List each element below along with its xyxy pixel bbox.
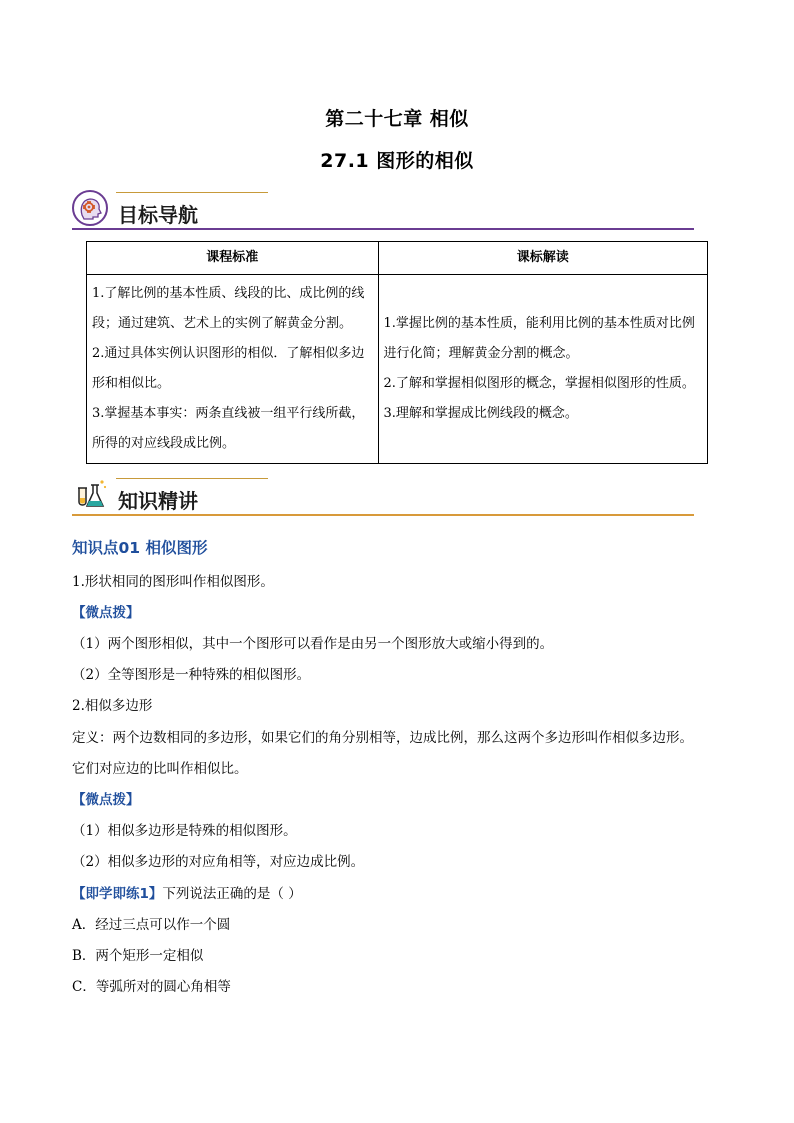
knowledge-section-header (72, 476, 694, 522)
flask-icon (72, 476, 108, 512)
practice-label: 【即学即练1】 (72, 886, 163, 902)
tip-item: （1）两个图形相似，其中一个图形可以看作是由另一个图形放大或缩小得到的。 (72, 636, 554, 652)
goal-section-header (72, 190, 694, 236)
interpretation-item: 3.理解和掌握成比例线段的概念。 (383, 406, 578, 421)
header-interpretation: 课标解读 (378, 242, 707, 275)
goal-short-rule (116, 192, 268, 193)
knowledge-heading: 知识精讲 (118, 489, 198, 513)
paragraph: 1.形状相同的图形叫作相似图形。 (72, 574, 274, 590)
standard-item: 1.了解比例的基本性质、线段的比、成比例的线段；通过建筑、艺术上的实例了解黄金分割。 (92, 286, 365, 331)
definition-line: 定义：两个边数相同的多边形，如果它们的角分别相等，边成比例，那么这两个多边形叫作相似多边形。 (72, 730, 693, 746)
standard-item: 3.掌握基本事实：两条直线被一组平行线所截，所得的对应线段成比例。 (92, 406, 365, 451)
interpretation-item: 2.了解和掌握相似图形的概念，掌握相似图形的性质。 (383, 376, 695, 391)
standard-item: 2.通过具体实例认识图形的相似．了解相似多边形和相似比。 (92, 346, 365, 391)
tip-label: 【微点拨】 (72, 605, 140, 621)
tip-item: （2）全等图形是一种特殊的相似图形。 (72, 667, 311, 683)
knowledge-point-title: 知识点01 相似图形 (72, 539, 208, 557)
option-c: C．等弧所对的圆心角相等 (72, 979, 231, 995)
header-standard: 课程标准 (87, 242, 379, 275)
option-a: A．经过三点可以作一个圆 (72, 917, 231, 933)
knowledge-divider (72, 514, 694, 516)
knowledge-short-rule (116, 478, 268, 479)
chapter-title: 第二十七章 相似 (325, 108, 469, 130)
practice-question (72, 884, 732, 904)
goal-table (86, 241, 708, 464)
goal-heading: 目标导航 (118, 203, 198, 227)
section-title: 27.1 图形的相似 (320, 150, 474, 172)
standards-cell (87, 275, 379, 464)
tip-label: 【微点拨】 (72, 792, 140, 808)
goal-divider (72, 228, 694, 230)
tip-item: （2）相似多边形的对应角相等，对应边成比例。 (72, 854, 365, 870)
interpretation-item: 1.掌握比例的基本性质，能利用比例的基本性质对比例进行化简；理解黄金分割的概念。 (383, 316, 695, 361)
practice-question-text: 下列说法正确的是（ ） (162, 886, 302, 902)
paragraph: 2.相似多边形 (72, 698, 153, 714)
definition-line: 它们对应边的比叫作相似比。 (72, 761, 248, 777)
interpretations-cell (378, 275, 707, 464)
tip-item: （1）相似多边形是特殊的相似图形。 (72, 823, 297, 839)
brain-gear-icon (72, 190, 108, 226)
option-b: B．两个矩形一定相似 (72, 948, 204, 964)
